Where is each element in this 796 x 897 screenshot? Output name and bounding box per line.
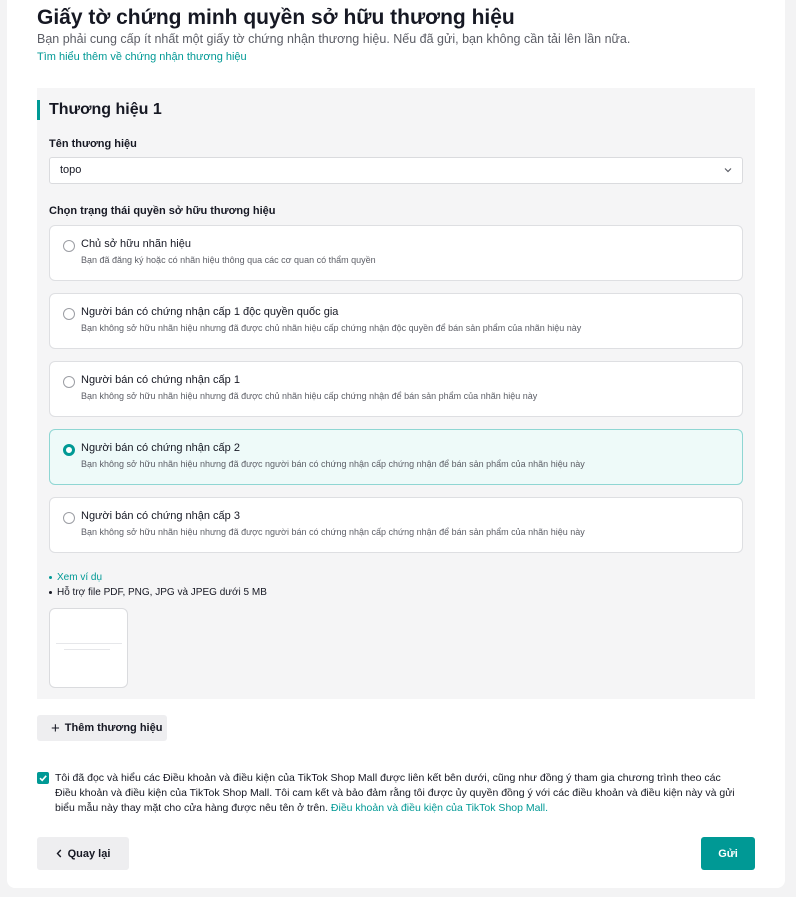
ownership-option-owner[interactable] bbox=[49, 225, 743, 281]
example-bullet bbox=[49, 572, 102, 583]
terms-line-text: biểu mẫu này thay mặt cho cửa hàng được nêu tên ở trên. bbox=[55, 802, 328, 814]
brand-section bbox=[37, 88, 755, 699]
terms-checkbox[interactable] bbox=[37, 772, 49, 784]
form-card bbox=[7, 0, 785, 888]
file-hint-bullet bbox=[49, 587, 267, 598]
option-description: Bạn không sở hữu nhãn hiệu nhưng đã được người bán có chứng nhận cấp chứng nhận để bán sản phẩm của nhãn hiệu này bbox=[81, 527, 585, 537]
option-title: Người bán có chứng nhận cấp 3 bbox=[81, 510, 240, 522]
ownership-option-level1-exclusive[interactable] bbox=[49, 293, 743, 349]
radio-button[interactable] bbox=[63, 444, 75, 456]
terms-link[interactable]: Điều khoản và điều kiện của TikTok Shop Mall. bbox=[330, 802, 549, 814]
option-title: Người bán có chứng nhận cấp 1 độc quyền quốc gia bbox=[81, 306, 339, 318]
terms-line bbox=[55, 801, 755, 816]
option-description: Bạn đã đăng ký hoặc có nhãn hiệu thông qua các cơ quan có thẩm quyền bbox=[81, 255, 376, 265]
page-subtitle: Bạn phải cung cấp ít nhất một giấy tờ chứng nhận thương hiệu. Nếu đã gửi, bạn không cần tải lên lần nữa. bbox=[37, 32, 631, 46]
add-brand-button[interactable] bbox=[37, 715, 167, 741]
thumbnail-line bbox=[64, 649, 110, 650]
chevron-left-icon bbox=[56, 849, 62, 858]
thumbnail-line bbox=[56, 643, 122, 644]
back-label: Quay lại bbox=[67, 847, 111, 860]
ownership-option-level2[interactable] bbox=[49, 429, 743, 485]
brand-name-select[interactable] bbox=[49, 157, 743, 184]
radio-button[interactable] bbox=[63, 240, 75, 252]
option-title: Chủ sở hữu nhãn hiệu bbox=[81, 238, 191, 250]
bullet-dot bbox=[49, 591, 52, 594]
plus-icon: + bbox=[51, 719, 60, 737]
view-example-link[interactable]: Xem ví dụ bbox=[57, 572, 103, 583]
option-title: Người bán có chứng nhận cấp 2 bbox=[81, 442, 240, 454]
page-title: Giấy tờ chứng minh quyền sở hữu thương hiệu bbox=[37, 6, 515, 29]
terms-text bbox=[55, 771, 755, 816]
checkmark-icon bbox=[38, 773, 48, 783]
submit-button[interactable] bbox=[701, 837, 755, 870]
option-title: Người bán có chứng nhận cấp 1 bbox=[81, 374, 240, 386]
ownership-option-level3[interactable] bbox=[49, 497, 743, 553]
bullet-dot bbox=[49, 576, 52, 579]
terms-line: Điều khoản và điều kiện của TikTok Shop Mall. Tôi cam kết và bảo đảm rằng tôi được ủy quyền đồng ý với các điều khoản và điều kiện này và gửi bbox=[55, 787, 735, 799]
ownership-option-level1[interactable] bbox=[49, 361, 743, 417]
chevron-down-icon bbox=[724, 166, 732, 174]
radio-button[interactable] bbox=[63, 308, 75, 320]
option-description: Bạn không sở hữu nhãn hiệu nhưng đã được chủ nhãn hiệu cấp chứng nhận độc quyền để bán sản phẩm của nhãn hiệu này bbox=[81, 323, 582, 333]
submit-label: Gửi bbox=[718, 847, 738, 860]
radio-button[interactable] bbox=[63, 376, 75, 388]
uploaded-document-thumbnail[interactable] bbox=[49, 608, 128, 688]
ownership-status-label: Chọn trạng thái quyền sở hữu thương hiệu bbox=[49, 205, 276, 217]
learn-more-link[interactable]: Tìm hiểu thêm về chứng nhận thương hiệu bbox=[37, 51, 247, 63]
terms-line: Tôi đã đọc và hiểu các Điều khoản và điều kiện của TikTok Shop Mall được liên kết bên dưới, cũng như đồng ý tham gia chương trình theo các bbox=[55, 772, 721, 784]
brand-name-label: Tên thương hiệu bbox=[49, 138, 137, 150]
back-button[interactable] bbox=[37, 837, 129, 870]
file-type-hint: Hỗ trợ file PDF, PNG, JPG và JPEG dưới 5 MB bbox=[57, 587, 267, 598]
brand-section-title: Thương hiệu 1 bbox=[37, 100, 162, 120]
option-description: Bạn không sở hữu nhãn hiệu nhưng đã được người bán có chứng nhận cấp chứng nhận để bán sản phẩm của nhãn hiệu này bbox=[81, 459, 585, 469]
radio-button[interactable] bbox=[63, 512, 75, 524]
add-brand-label: Thêm thương hiệu bbox=[64, 722, 163, 734]
option-description: Bạn không sở hữu nhãn hiệu nhưng đã được chủ nhãn hiệu cấp chứng nhận để bán sản phẩm của nhãn hiệu này bbox=[81, 391, 538, 401]
brand-name-value: topo bbox=[60, 164, 82, 176]
